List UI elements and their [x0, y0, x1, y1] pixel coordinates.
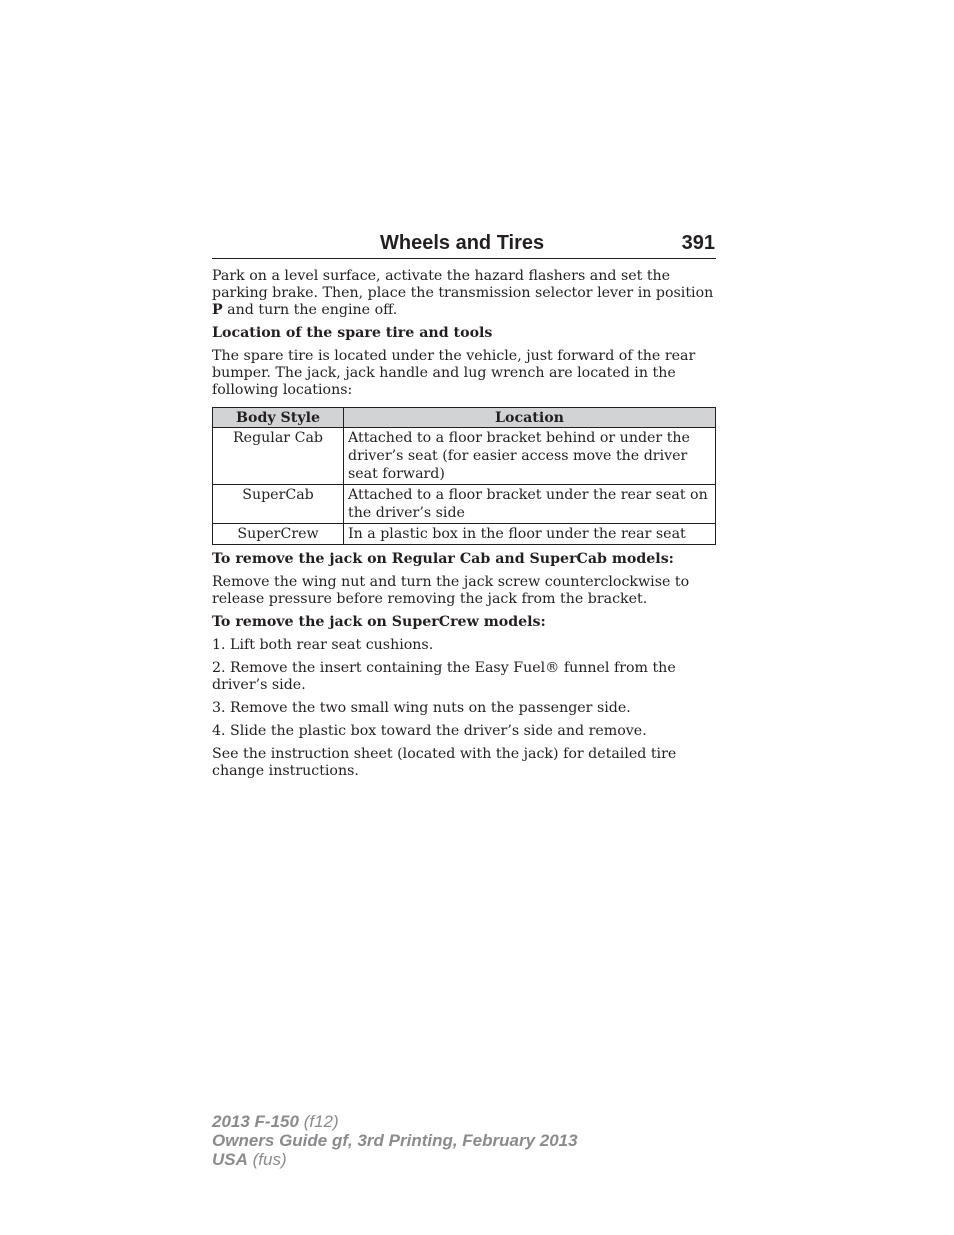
- location-cell: Attached to a floor bracket under the rear seat on the driver’s side: [344, 485, 716, 524]
- footer-guide-line: Owners Guide gf, 3rd Printing, February 2013: [212, 1131, 578, 1150]
- jack-location-table: [212, 407, 716, 545]
- spare-location-heading: Location of the spare tire and tools: [212, 325, 493, 341]
- table-row: [213, 428, 716, 485]
- body-style-cell: SuperCrew: [213, 524, 344, 545]
- footer-model-line: [212, 1112, 578, 1131]
- table-row: [213, 524, 716, 545]
- page-header: [212, 228, 716, 259]
- footer-region-code: (fus): [252, 1150, 287, 1169]
- body-style-cell: Regular Cab: [213, 428, 344, 485]
- supercrew-heading: To remove the jack on SuperCrew models:: [212, 614, 546, 630]
- regular-cab-heading: To remove the jack on Regular Cab and SuperCab models:: [212, 551, 674, 567]
- intro-text-1: Park on a level surface, activate the hazard flashers and set the parking brake. Then, place the transmission selector lever in position: [212, 268, 714, 301]
- location-cell: Attached to a floor bracket behind or under the driver’s seat (for easier access move the driver seat forward): [344, 428, 716, 485]
- step-item: 4. Slide the plastic box toward the driver’s side and remove.: [212, 723, 647, 739]
- footer-model: 2013 F-150: [212, 1112, 299, 1131]
- location-cell: In a plastic box in the floor under the rear seat: [344, 524, 716, 545]
- column-header-body-style: Body Style: [213, 408, 344, 428]
- intro-paragraph: [212, 268, 716, 319]
- footer-region-line: [212, 1150, 578, 1169]
- page-footer: [212, 1112, 578, 1169]
- footer-model-code: (f12): [303, 1112, 339, 1131]
- page-number: 391: [681, 232, 715, 254]
- spare-location-text: The spare tire is located under the vehicle, just forward of the rear bumper. The jack, jack handle and lug wrench are located in the following locations:: [212, 348, 696, 398]
- closing-text: See the instruction sheet (located with the jack) for detailed tire change instructions.: [212, 746, 677, 779]
- body-style-cell: SuperCab: [213, 485, 344, 524]
- footer-region: USA: [212, 1150, 248, 1169]
- table-row: [213, 485, 716, 524]
- page-content: [212, 268, 716, 786]
- column-header-location: Location: [344, 408, 716, 428]
- table-header-row: [213, 408, 716, 428]
- intro-text-2: and turn the engine off.: [222, 302, 398, 318]
- step-item: 1. Lift both rear seat cushions.: [212, 637, 434, 653]
- step-item: 3. Remove the two small wing nuts on the passenger side.: [212, 700, 631, 716]
- park-position-label: P: [212, 302, 223, 318]
- step-item: 2. Remove the insert containing the Easy Fuel® funnel from the driver’s side.: [212, 660, 676, 693]
- regular-cab-text: Remove the wing nut and turn the jack screw counterclockwise to release pressure before removing the jack from the bracket.: [212, 574, 690, 607]
- section-title: Wheels and Tires: [380, 232, 545, 254]
